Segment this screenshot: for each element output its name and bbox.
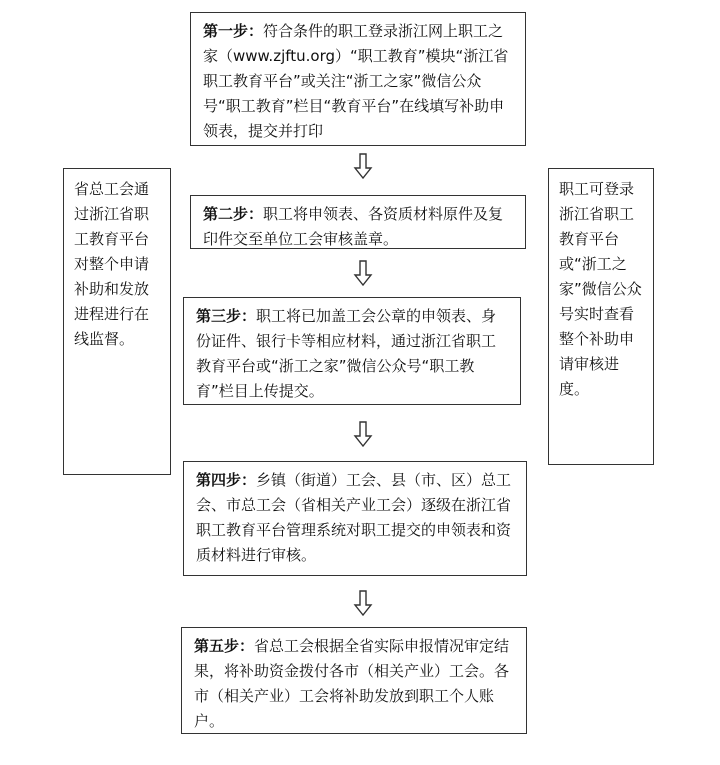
hollow-down-arrow-icon xyxy=(353,590,373,616)
step-1-box xyxy=(190,12,526,146)
hollow-down-arrow-icon xyxy=(353,421,373,447)
step-3-box xyxy=(183,297,521,405)
step-3-label: 第三步： xyxy=(196,307,257,325)
step-2-label: 第二步： xyxy=(203,205,264,223)
step-4-label: 第四步： xyxy=(196,471,257,489)
step-5-box xyxy=(181,627,527,734)
left-note-text: 省总工会通过浙江省职工教育平台对整个申请补助和发放进程进行在线监督。 xyxy=(74,180,150,348)
left-note-box xyxy=(63,168,171,475)
step-4-box xyxy=(183,461,527,576)
step-4-text: 乡镇（街道）工会、县（市、区）总工会、市总工会（省相关产业工会）逐级在浙江省职工教育平台管理系统对职工提交的申领表和资质材料进行审核。 xyxy=(196,471,512,564)
step-5-text: 省总工会根据全省实际申报情况审定结果，将补助资金拨付各市（相关产业）工会。各市（相关产业）工会将补助发放到职工个人账户。 xyxy=(194,637,510,730)
right-note-text: 职工可登录浙江省职工教育平台或“浙工之家”微信公众号实时查看整个补助申请审核进度。 xyxy=(559,180,642,398)
step-5-label: 第五步： xyxy=(194,637,255,655)
step-2-text: 职工将申领表、各资质材料原件及复印件交至单位工会审核盖章。 xyxy=(203,205,504,248)
step-1-label: 第一步： xyxy=(203,22,264,40)
step-2-box xyxy=(190,195,526,249)
step-1-text: 符合条件的职工登录浙江网上职工之家（www.zjftu.org）“职工教育”模块“浙江省职工教育平台”或关注“浙工之家”微信公众号“职工教育”栏目“教育平台”在线填写补助申领表，提交并打印 xyxy=(203,22,509,140)
right-note-box xyxy=(548,168,654,465)
hollow-down-arrow-icon xyxy=(353,260,373,286)
hollow-down-arrow-icon xyxy=(353,153,373,179)
step-3-text: 职工将已加盖工会公章的申领表、身份证件、银行卡等相应材料，通过浙江省职工教育平台或“浙工之家”微信公众号“职工教育”栏目上传提交。 xyxy=(196,307,497,400)
